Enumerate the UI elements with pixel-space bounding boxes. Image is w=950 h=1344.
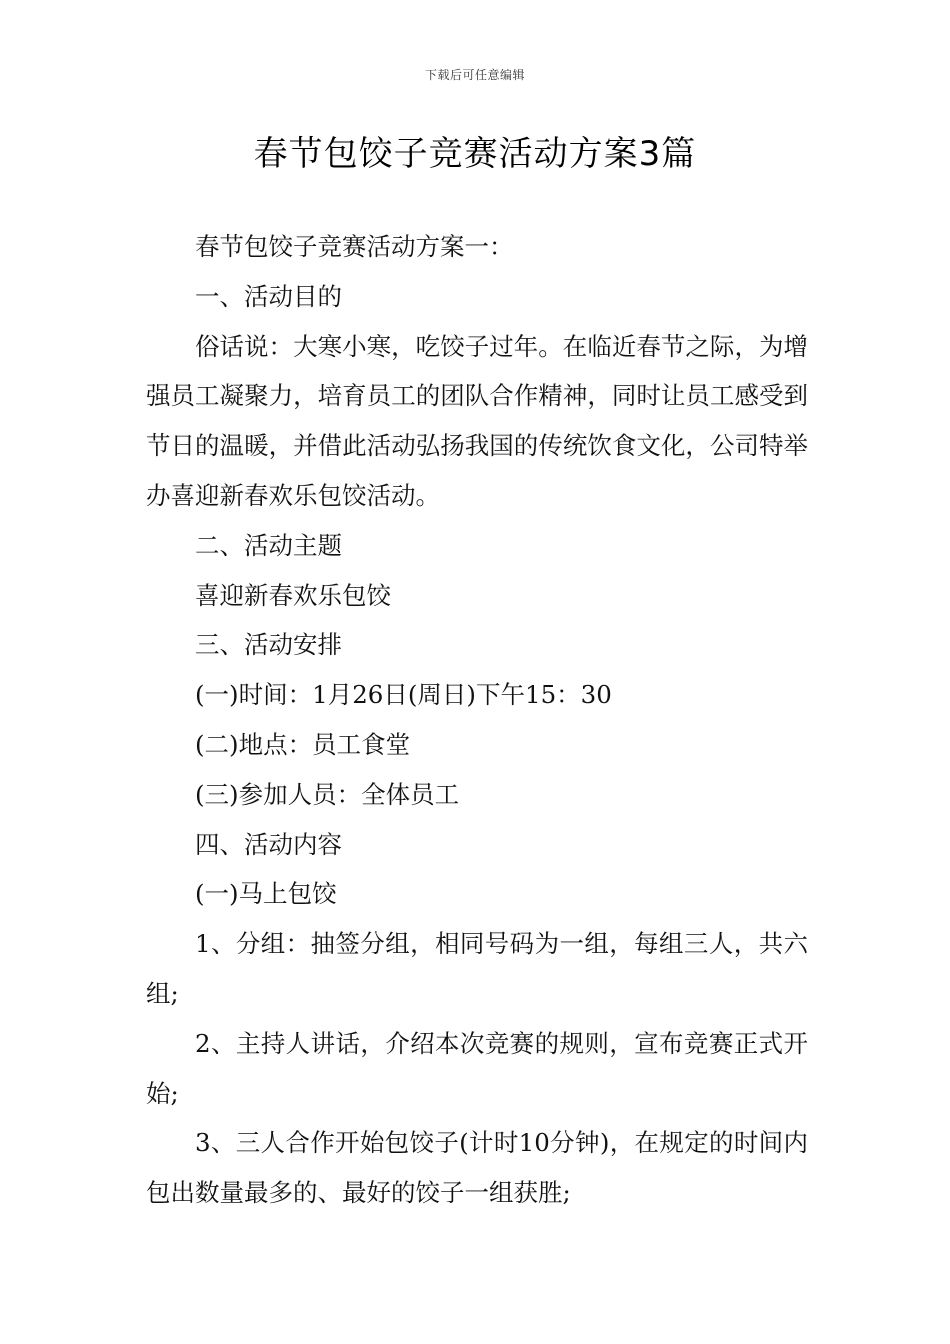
list-item-1: 1、分组：抽签分组，相同号码为一组，每组三人，共六组; xyxy=(146,929,808,1008)
section-heading-theme: 二、活动主题 xyxy=(195,530,342,560)
paragraph-theme: 喜迎新春欢乐包饺 xyxy=(195,580,391,610)
paragraph-participants: (三)参加人员：全体员工 xyxy=(195,779,460,809)
section-heading-arrangement: 三、活动安排 xyxy=(195,630,342,660)
section-heading-content: 四、活动内容 xyxy=(195,829,342,859)
document-title: 春节包饺子竞赛活动方案3篇 xyxy=(253,134,697,174)
paragraph-purpose: 俗话说：大寒小寒，吃饺子过年。在临近春节之际，为增强员工凝聚力，培育员工的团队合作精神，同时让员工感受到节日的温暖，并借此活动弘扬我国的传统饮食文化，公司特举办喜迎新春欢乐包饺活动。 xyxy=(146,331,808,510)
header-note: 下载后可任意编辑 xyxy=(424,68,525,82)
list-item-3: 3、三人合作开始包饺子(计时10分钟)，在规定的时间内包出数量最多的、最好的饺子一组获胜; xyxy=(146,1128,808,1208)
paragraph-time: (一)时间：1月26日(周日)下午15：30 xyxy=(195,680,612,710)
list-item-2: 2、主持人讲话，介绍本次竞赛的规则，宣布竞赛正式开始; xyxy=(146,1028,808,1108)
document-body xyxy=(146,222,808,1218)
paragraph-subheading: (一)马上包饺 xyxy=(195,879,337,909)
section-intro-heading: 春节包饺子竞赛活动方案一： xyxy=(195,232,514,261)
section-heading-purpose: 一、活动目的 xyxy=(195,281,342,311)
paragraph-location: (二)地点：员工食堂 xyxy=(195,729,411,759)
